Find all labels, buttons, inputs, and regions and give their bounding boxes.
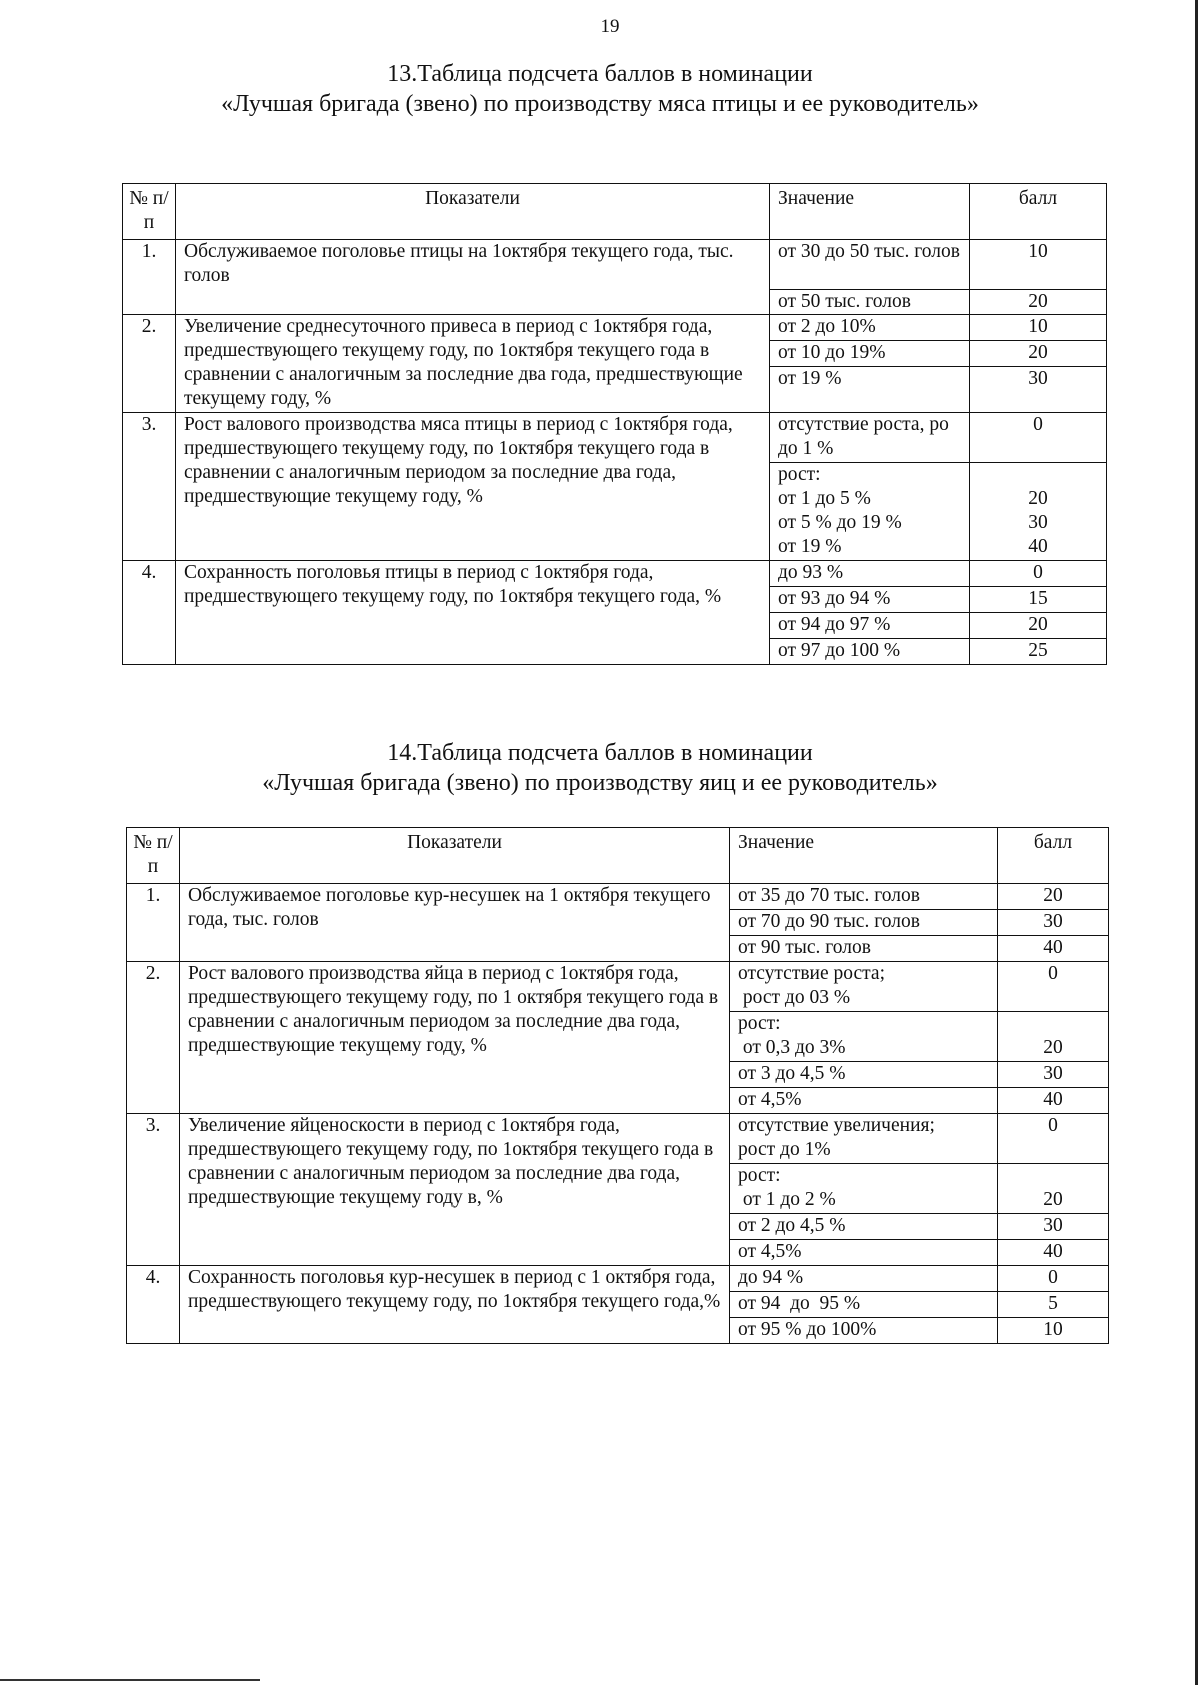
- table14-row1-value1: от 35 до 70 тыс. голов: [730, 884, 998, 910]
- table13-row2-score3: 30: [970, 367, 1107, 413]
- table13-title-line1: 13.Таблица подсчета баллов в номинации: [387, 61, 813, 87]
- table13-row1-value2: от 50 тыс. голов: [770, 290, 970, 315]
- table13-row3-value5: от 19 %: [778, 536, 842, 557]
- table14-row2-indicator: Рост валового производства яйца в период с 1октября года, предшествующего текущему году, по 1 октября текущего года в сравнении с аналогичным периодом за последние два года, предшествующие текущему году, %: [180, 962, 730, 1114]
- table13-header-score: балл: [970, 184, 1107, 240]
- table13-row3-value-growth: [770, 463, 970, 561]
- table14-row3-score4: 40: [998, 1240, 1109, 1266]
- table14-row2-score3: 30: [998, 1062, 1109, 1088]
- table13-row4-score1: 0: [970, 561, 1107, 587]
- table13-row3-score2: 20: [1028, 488, 1048, 509]
- table14-row4-score3: 10: [998, 1318, 1109, 1344]
- table13-row3-value2: рост:: [778, 464, 821, 485]
- table14-row3-score2: 20: [1043, 1189, 1063, 1210]
- table14-header-indicator: Показатели: [180, 828, 730, 884]
- table14-row1-score1: 20: [998, 884, 1109, 910]
- table-row: [127, 884, 1109, 910]
- table13-row4-score4: 25: [970, 639, 1107, 665]
- table-row: [127, 962, 1109, 1012]
- table14-row3-value4: от 1 до 2 %: [738, 1189, 836, 1210]
- table14-row4-score2: 5: [998, 1292, 1109, 1318]
- table-row: [123, 561, 1107, 587]
- table-row: [123, 413, 1107, 463]
- table13-row1-num: 1.: [123, 240, 176, 315]
- table14-row2-num: 2.: [127, 962, 180, 1114]
- table14-row3-num: 3.: [127, 1114, 180, 1266]
- table13-row4-num: 4.: [123, 561, 176, 665]
- table13-row3-score3: 30: [1028, 512, 1048, 533]
- table14-title: [0, 738, 1200, 798]
- table13-row4-score2: 15: [970, 587, 1107, 613]
- table13-title-line2: «Лучшая бригада (звено) по производству мяса птицы и ее руководитель»: [221, 91, 979, 117]
- table14-row3-value2: рост до 1%: [738, 1139, 831, 1160]
- page-number: 19: [600, 16, 620, 37]
- table14-row4-value3: от 95 % до 100%: [730, 1318, 998, 1344]
- table13-row1-score1: 10: [970, 240, 1107, 290]
- table-row: [127, 1114, 1109, 1164]
- table14-title-line1: 14.Таблица подсчета баллов в номинации: [387, 740, 813, 766]
- table14-row2-value1: отсутствие роста;: [738, 963, 885, 984]
- table13-row4-value1: до 93 %: [770, 561, 970, 587]
- table14-row3-value-growth: [730, 1164, 998, 1214]
- table14-row1-indicator: Обслуживаемое поголовье кур-несушек на 1 октября текущего года, тыс. голов: [180, 884, 730, 962]
- table13-title: [0, 59, 1200, 119]
- table14-row3-score1: 0: [998, 1114, 1109, 1164]
- table14-row4-indicator: Сохранность поголовья кур-несушек в период с 1 октября года, предшествующего текущему году, по 1октября текущего года,%: [180, 1266, 730, 1344]
- table14-row1-score2: 30: [998, 910, 1109, 936]
- table14-row2-value5: от 3 до 4,5 %: [730, 1062, 998, 1088]
- table14-row2-score1: 0: [998, 962, 1109, 1012]
- table13-row3-score4: 40: [1028, 536, 1048, 557]
- table13-row3-value3: от 1 до 5 %: [778, 488, 871, 509]
- table14-row2-value2: рост до 03 %: [738, 987, 851, 1008]
- table14-row4-value2: от 94 до 95 %: [730, 1292, 998, 1318]
- table13-header-num: № п/п: [123, 184, 176, 240]
- table14-row2-score2: 20: [1043, 1037, 1063, 1058]
- table14-row4-value1: до 94 %: [730, 1266, 998, 1292]
- table13-header-value: Значение: [770, 184, 970, 240]
- table13: [122, 183, 1107, 665]
- table14-header-num: № п/п: [127, 828, 180, 884]
- table14-row4-num: 4.: [127, 1266, 180, 1344]
- table13-row3-indicator: Рост валового производства мяса птицы в период с 1октября года, предшествующего текущему году, по 1октября текущего года в сравнении с аналогичным периодом за последние два года, предшествующие текущему году, %: [176, 413, 770, 561]
- table14-row3-value-noincrease: [730, 1114, 998, 1164]
- table14-title-line2: «Лучшая бригада (звено) по производству яиц и ее руководитель»: [262, 770, 938, 796]
- scan-artifact-right-edge: [1195, 0, 1198, 1685]
- table14-row3-score3: 30: [998, 1214, 1109, 1240]
- table-row: [123, 315, 1107, 341]
- table14-row3-value6: от 4,5%: [730, 1240, 998, 1266]
- table13-row3-value1: отсутствие роста, ро до 1 %: [770, 413, 970, 463]
- table13-row4-score3: 20: [970, 613, 1107, 639]
- table13-row2-value2: от 10 до 19%: [770, 341, 970, 367]
- table13-row3-score1: 0: [970, 413, 1107, 463]
- table14: [126, 827, 1109, 1344]
- table14-row4-score1: 0: [998, 1266, 1109, 1292]
- table13-row3-num: 3.: [123, 413, 176, 561]
- table13-row2-score2: 20: [970, 341, 1107, 367]
- table13-row1-score2: 20: [970, 290, 1107, 315]
- table13-row1-value1: от 30 до 50 тыс. голов: [770, 240, 970, 290]
- table13-header-indicator: Показатели: [176, 184, 770, 240]
- table14-row2-score4: 40: [998, 1088, 1109, 1114]
- table13-row2-value3: от 19 %: [770, 367, 970, 413]
- table14-row2-score-growth: [998, 1012, 1109, 1062]
- table14-row2-value-nogrowth: [730, 962, 998, 1012]
- table14-row1-score3: 40: [998, 936, 1109, 962]
- table14-row2-value6: от 4,5%: [730, 1088, 998, 1114]
- table13-row1-indicator: Обслуживаемое поголовье птицы на 1октября текущего года, тыс. голов: [176, 240, 770, 315]
- table13-row2-score1: 10: [970, 315, 1107, 341]
- table13-row4-value3: от 94 до 97 %: [770, 613, 970, 639]
- table14-row2-value-growth: [730, 1012, 998, 1062]
- table14-row1-value2: от 70 до 90 тыс. голов: [730, 910, 998, 936]
- table13-row3-value4: от 5 % до 19 %: [778, 512, 902, 533]
- table13-row4-value4: от 97 до 100 %: [770, 639, 970, 665]
- table14-header-score: балл: [998, 828, 1109, 884]
- scan-artifact-bottom: [0, 1679, 260, 1681]
- table14-header-value: Значение: [730, 828, 998, 884]
- table13-row2-value1: от 2 до 10%: [770, 315, 970, 341]
- table14-row1-value3: от 90 тыс. голов: [730, 936, 998, 962]
- table13-row2-num: 2.: [123, 315, 176, 413]
- table13-row4-value2: от 93 до 94 %: [770, 587, 970, 613]
- table14-row3-value5: от 2 до 4,5 %: [730, 1214, 998, 1240]
- table14-row2-value3: рост:: [738, 1013, 781, 1034]
- table13-row4-indicator: Сохранность поголовья птицы в период с 1октября года, предшествующего текущему году, по 1октября текущего года, %: [176, 561, 770, 665]
- table14-row1-num: 1.: [127, 884, 180, 962]
- table-row: [127, 1266, 1109, 1292]
- table14-row3-indicator: Увеличение яйценоскости в период с 1октября года, предшествующего текущему году, по 1октября текущего года в сравнении с аналогичным периодом за последние два года, предшествующие текущему году в, %: [180, 1114, 730, 1266]
- table14-header-row: [127, 828, 1109, 884]
- table14-row3-score-growth: [998, 1164, 1109, 1214]
- table13-header-row: [123, 184, 1107, 240]
- table-row: [123, 240, 1107, 290]
- table14-row3-value3: рост:: [738, 1165, 781, 1186]
- table13-row2-indicator: Увеличение среднесуточного привеса в период с 1октября года, предшествующего текущему году, по 1октября текущего года в сравнении с аналогичным за последние два года, предшествующие текущему году, %: [176, 315, 770, 413]
- table13-row3-score-growth: [970, 463, 1107, 561]
- table14-row3-value1: отсутствие увеличения;: [738, 1115, 935, 1136]
- table14-row2-value4: от 0,3 до 3%: [738, 1037, 846, 1058]
